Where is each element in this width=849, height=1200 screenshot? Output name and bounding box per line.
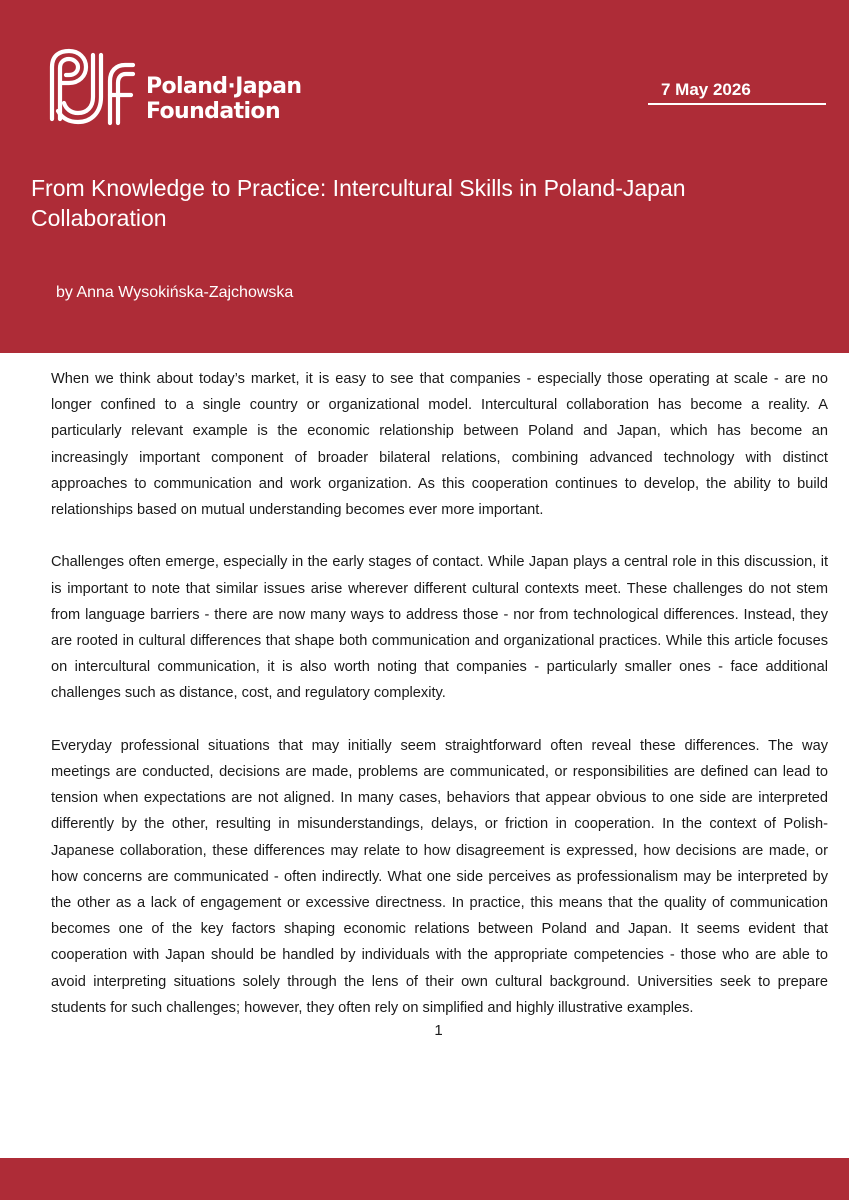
date-underline	[648, 103, 826, 105]
organization-name-line2: Foundation	[146, 99, 281, 124]
publication-date: 7 May 2026	[661, 80, 751, 99]
footer-bar	[0, 1158, 849, 1200]
header-banner	[0, 0, 849, 353]
organization-name	[146, 74, 301, 124]
body-paragraph: When we think about today’s market, it is easy to see that companies - especially those operating at scale - are no longer confined to a single country or organizational model. Intercultural collaboration has become a reality. A particularly relevant example is the economic relationship between Poland and Japan, which has become an increasingly important component of broader bilateral relations, combining advanced technology with distinct approaches to communication and work organization. As this cooperation continues to develop, the ability to build relationships based on mutual understanding becomes ever more important.	[51, 371, 828, 519]
pjf-monogram-logo-icon	[47, 47, 137, 127]
article-body	[51, 366, 828, 1047]
body-paragraph: Challenges often emerge, especially in the early stages of contact. While Japan plays a central role in this discussion, it is important to note that similar issues arise wherever different cultural contexts meet. These challenges do not stem from language barriers - there are now many ways to address those - nor from technological differences. Instead, they are rooted in cultural differences that shape both communication and organizational practices. While this article focuses on intercultural communication, it is also worth noting that companies - particularly smaller ones - face additional challenges such as distance, cost, and regulatory complexity.	[51, 554, 828, 702]
body-paragraph: Everyday professional situations that may initially seem straightforward often reveal these differences. The way meetings are conducted, decisions are made, problems are communicated, or responsibilities are defined can lead to tension when expectations are not aligned. In many cases, behaviors that appear obvious to one side are interpreted differently by the other, resulting in misunderstandings, delays, or friction in cooperation. In the context of Polish-Japanese collaboration, these differences may relate to how disagreement is expressed, how decisions are made, or how concerns are communicated - often indirectly. What one side perceives as professionalism may be interpreted by the other as a lack of engagement or excessive directness. In practice, this means that the quality of communication becomes one of the key factors shaping economic relations between Poland and Japan. It seems evident that cooperation with Japan should be handled by individuals with the appropriate competencies - those who are able to avoid interpreting situations solely through the lens of their own cultural background. Universities seek to prepare students for such challenges; however, they often rely on simplified and highly illustrative examples.	[51, 737, 828, 1016]
page-number: 1	[434, 1022, 443, 1039]
organization-name-line1: Poland·Japan	[146, 74, 302, 99]
author-byline: by Anna Wysokińska-Zajchowska	[56, 284, 294, 301]
article-title: From Knowledge to Practice: Intercultural Skills in Poland-Japan Collaboration	[31, 175, 686, 231]
